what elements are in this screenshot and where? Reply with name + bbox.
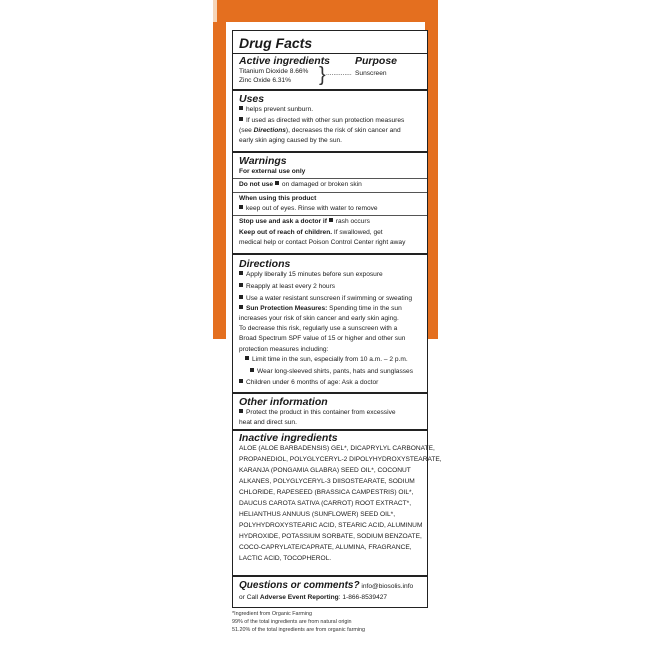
direction-4-line-3: To decrease this risk, regularly use a sunscreen with a (239, 325, 398, 332)
divider-thick (233, 89, 427, 91)
divider-thick (233, 253, 427, 255)
warnings-heading: Warnings (239, 155, 287, 167)
questions-line-1: Questions or comments? info@biosolis.info (239, 580, 414, 591)
inactive-line: LACTIC ACID, TOCOPHEROL. (239, 555, 332, 562)
stop-use: Stop use and ask a doctor if rash occurs (239, 218, 370, 225)
inactive-line: HELIANTHUS ANNUUS (SUNFLOWER) SEED OIL*, (239, 511, 396, 518)
direction-2: Reapply at least every 2 hours (239, 282, 335, 291)
footnote: 51.20% of the total ingredients are from organic farming (232, 627, 366, 633)
active-ingredient-2: Zinc Oxide 6.31% (239, 77, 292, 84)
questions-line-2: or Call Adverse Event Reporting: 1-866-8539427 (239, 594, 388, 601)
inactive-line: COCO-CAPRYLATE/CAPRATE, ALUMINA, FRAGRANCE, (239, 544, 412, 551)
inactive-line: HYDROXIDE, POTASSIUM SORBATE, SODIUM BENZOATE, (239, 533, 422, 540)
direction-4-line-5: protection measures including: (239, 346, 329, 353)
inactive-line: PROPANEDIOL, POLYGLYCERYL-2 DIPOLYHYDROXYSTEARATE, (239, 456, 442, 463)
external-use: For external use only (239, 168, 306, 175)
drug-facts-title: Drug Facts (239, 35, 313, 51)
uses-line-2: If used as directed with other sun protection measures (239, 116, 404, 125)
uses-line-4: early skin aging caused by the sun. (239, 137, 342, 144)
uses-heading: Uses (239, 93, 265, 105)
directions-heading: Directions (239, 258, 291, 270)
when-using-label: When using this product (239, 195, 317, 202)
when-using-text: keep out of eyes. Rinse with water to remove (239, 204, 378, 213)
inactive-heading: Inactive ingredients (239, 432, 338, 444)
footnote: *Ingredient from Organic Farming (232, 611, 312, 617)
divider (233, 192, 427, 193)
inactive-line: KARANJA (PONGAMIA GLABRA) SEED OIL*, COCONUT (239, 467, 411, 474)
divider (233, 178, 427, 179)
other-info-heading: Other information (239, 396, 328, 408)
box-flap (213, 0, 217, 22)
direction-3: Use a water resistant sunscreen if swimming or sweating (239, 294, 412, 303)
uses-line-1: helps prevent sunburn. (239, 105, 313, 114)
footnote: 99% of the total ingredients are from natural origin (232, 619, 352, 625)
orange-band-top (213, 0, 438, 22)
other-info-line-1: Protect the product in this container from excessive (239, 408, 396, 417)
active-ingredient-1: Titanium Dioxide 8.66% (239, 68, 309, 75)
inactive-line: CHLORIDE, RAPESEED (BRASSICA CAMPESTRIS) OIL*, (239, 489, 414, 496)
keep-out-line-1: Keep out of reach of children. If swallowed, get (239, 229, 383, 236)
purpose-leader: .............. (326, 70, 352, 77)
inactive-line: POLYHYDROXYSTEARIC ACID, STEARIC ACID, ALUMINUM (239, 522, 423, 529)
direction-4-line-2: increases your risk of skin cancer and early skin aging. (239, 315, 399, 322)
brace: } (319, 64, 326, 86)
direction-6: Wear long-sleeved shirts, pants, hats and sunglasses (250, 367, 413, 376)
divider (233, 215, 427, 216)
divider-thick (233, 429, 427, 431)
keep-out-line-2: medical help or contact Poison Control Center right away (239, 239, 406, 246)
divider-thick (233, 575, 427, 577)
orange-band-left (213, 22, 226, 339)
divider-thick (233, 151, 427, 153)
purpose-value: Sunscreen (355, 70, 387, 77)
other-info-line-2: heat and direct sun. (239, 419, 297, 426)
inactive-line: DAUCUS CAROTA SATIVA (CARROT) ROOT EXTRACT*, (239, 500, 412, 507)
direction-4-line-4: Broad Spectrum SPF value of 15 or higher and other sun (239, 335, 406, 342)
purpose-heading: Purpose (355, 55, 398, 67)
do-not-use: Do not use on damaged or broken skin (239, 181, 362, 188)
direction-1: Apply liberally 15 minutes before sun exposure (239, 270, 383, 279)
divider (233, 53, 427, 54)
direction-7: Children under 6 months of age: Ask a doctor (239, 378, 378, 387)
direction-5: Limit time in the sun, especially from 10 a.m. – 2 p.m. (245, 355, 408, 364)
divider-thick (233, 392, 427, 394)
inactive-line: ALKANES, POLYGLYCERYL-3 DIISOSTEARATE, SODIUM (239, 478, 415, 485)
uses-line-3: (see Directions), decreases the risk of skin cancer and (239, 127, 401, 134)
direction-4: Sun Protection Measures: Spending time in the sun (239, 304, 402, 313)
inactive-line: ALOE (ALOE BARBADENSIS) GEL*, DICAPRYLYL CARBONATE, (239, 445, 435, 452)
active-ingredients-heading: Active ingredients (239, 55, 331, 67)
